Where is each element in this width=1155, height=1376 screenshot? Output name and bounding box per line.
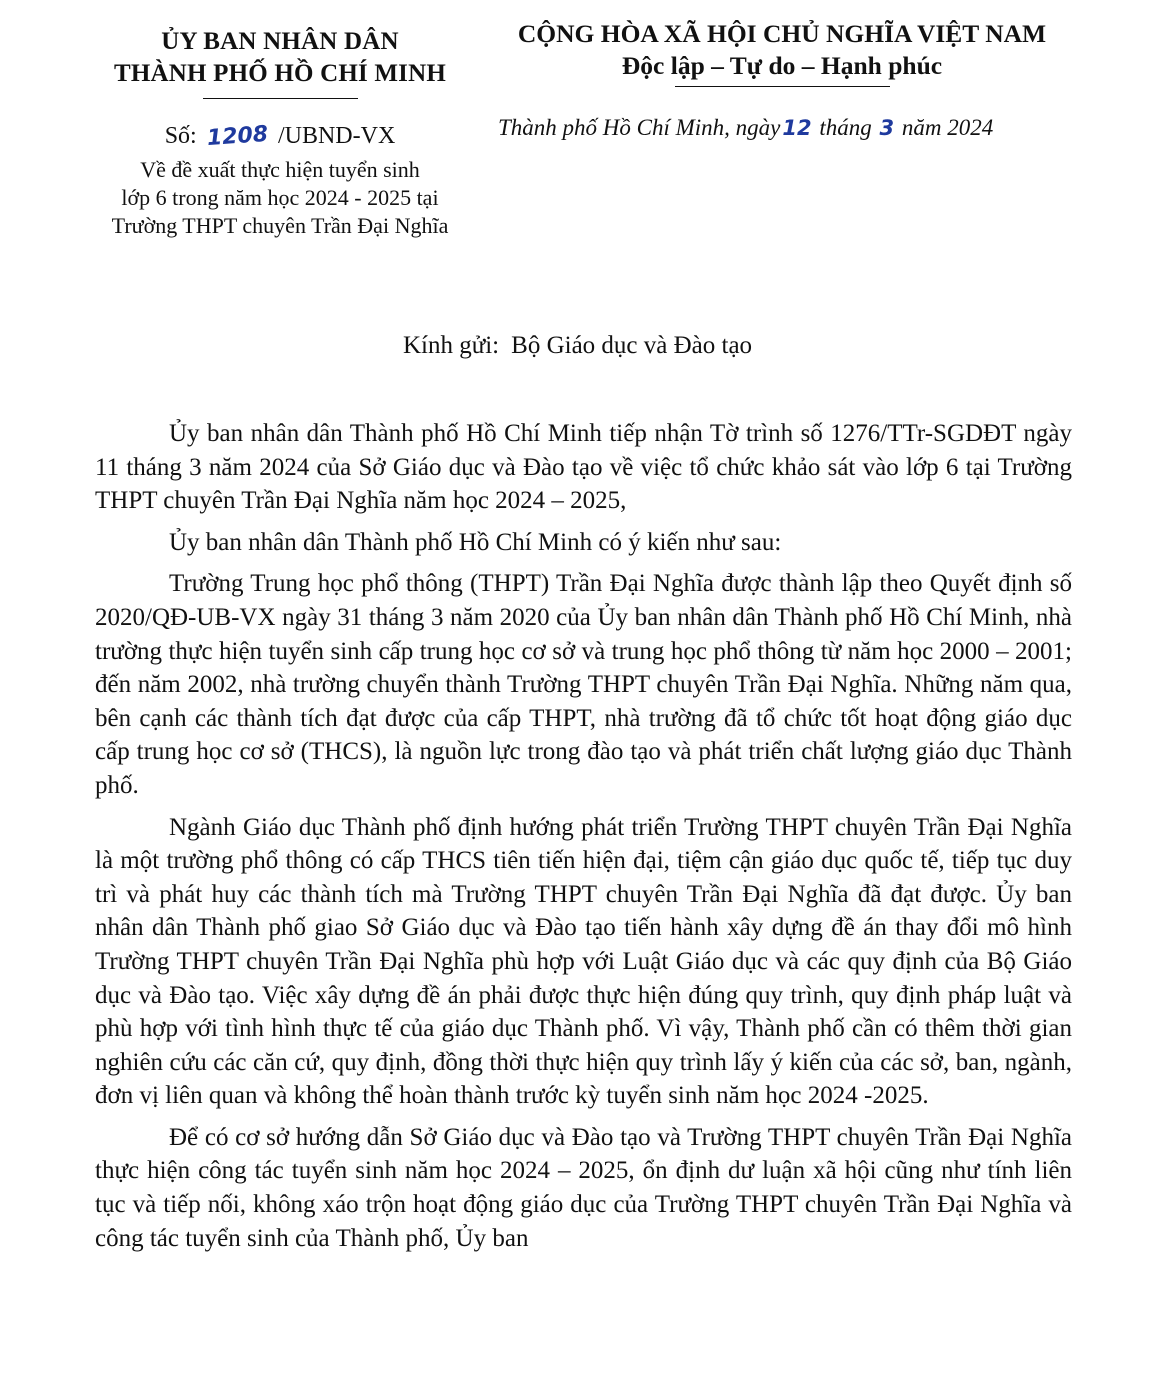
body-paragraph-3: Trường Trung học phổ thông (THPT) Trần Đại Nghĩa được thành lập theo Quyết định số 2020/QĐ-UB-VX ngày 31 tháng 3 năm 2020 của Ủy ban nhân dân Thành phố Hồ Chí Minh, nhà trường thực hiện tuyển sinh cấp trung học cơ sở và trung học phổ thông từ năm học 2000 – 2001; đến năm 2002, nhà trường chuyển thành Trường THPT chuyên Trần Đại Nghĩa. Những năm qua, bên cạnh các thành tích đạt được của cấp THPT, nhà trường đã tổ chức tốt hoạt động giáo dục cấp trung học cơ sở (THCS), là nguồn lực trong đào tạo và phát triển chất lượng giáo dục Thành phố. bbox=[95, 570, 1072, 799]
issuing-agency-block bbox=[80, 26, 480, 240]
national-heading-block bbox=[482, 18, 1082, 87]
letter-body bbox=[95, 417, 1072, 1263]
body-paragraph-4: Ngành Giáo dục Thành phố định hướng phát triển Trường THPT chuyên Trần Đại Nghĩa là một trường phổ thông có cấp THCS tiên tiến hiện đại, tiệm cận giáo dục quốc tế, tiếp tục duy trì và phát huy các thành tích mà Trường THPT chuyên Trần Đại Nghĩa đã đạt được. Ủy ban nhân dân Thành phố giao Sở Giáo dục và Đào tạo tiến hành xây dựng đề án thay đổi mô hình Trường THPT chuyên Trần Đại Nghĩa phù hợp với Luật Giáo dục và các quy định của Bộ Giáo dục và Đào tạo. Việc xây dựng đề án phải được thực hiện đúng quy trình, quy định pháp luật và phù hợp với tình hình thực tế của giáo dục Thành phố. Vì vậy, Thành phố cần có thêm thời gian nghiên cứu các căn cứ, quy định, đồng thời thực hiện quy trình lấy ý kiến của các sở, ban, ngành, đơn vị liên quan và không thể hoàn thành trước kỳ tuyển sinh năm học 2024 -2025. bbox=[95, 813, 1072, 1110]
agency-name-line-2: THÀNH PHỐ HỒ CHÍ MINH bbox=[114, 60, 446, 87]
recipient-line bbox=[0, 330, 1155, 362]
date-prefix: Thành phố Hồ Chí Minh, ngày bbox=[498, 115, 781, 140]
national-title: CỘNG HÒA XÃ HỘI CHỦ NGHĨA VIỆT NAM bbox=[517, 19, 1047, 48]
body-paragraph-1: Ủy ban nhân dân Thành phố Hồ Chí Minh tiếp nhận Tờ trình số 1276/TTr-SGDĐT ngày 11 tháng 3 năm 2024 của Sở Giáo dục và Đào tạo về việc tổ chức khảo sát vào lớp 6 tại Trường THPT chuyên Trần Đại Nghĩa năm học 2024 – 2025, bbox=[95, 420, 1072, 515]
document-number-label: Số: bbox=[164, 123, 197, 149]
recipient-label: Kính gửi: bbox=[402, 332, 500, 359]
month-label: tháng bbox=[819, 115, 872, 140]
agency-underline bbox=[203, 98, 358, 99]
document-number-suffix: /UBND-VX bbox=[277, 123, 396, 149]
body-paragraph-5: Để có cơ sở hướng dẫn Sở Giáo dục và Đào tạo và Trường THPT chuyên Trần Đại Nghĩa thực hiện công tác tuyển sinh năm học 2024 – 2025, ổn định dư luận xã hội cũng như tính liên tục và tiếp nối, không xáo trộn hoạt động giáo dục của Trường THPT chuyên Trần Đại Nghĩa và công tác tuyển sinh của Thành phố, Ủy ban bbox=[95, 1123, 1072, 1252]
issue-date bbox=[498, 113, 993, 143]
agency-name-line-1: ỦY BAN NHÂN DÂN bbox=[161, 28, 399, 55]
recipient-name: Bộ Giáo dục và Đào tạo bbox=[511, 332, 753, 359]
national-motto: Độc lập – Tự do – Hạnh phúc bbox=[621, 51, 943, 80]
motto-underline bbox=[675, 86, 890, 87]
day-handwritten: 12 bbox=[782, 116, 812, 140]
month-handwritten: 3 bbox=[879, 116, 895, 140]
year-label: năm 2024 bbox=[901, 115, 994, 140]
document-subject bbox=[80, 156, 480, 240]
subject-line-1: Về đề xuất thực hiện tuyển sinh bbox=[140, 157, 420, 182]
subject-line-3: Trường THPT chuyên Trần Đại Nghĩa bbox=[111, 213, 449, 238]
document-number bbox=[80, 121, 480, 152]
document-number-handwritten: 1208 bbox=[205, 121, 269, 152]
subject-line-2: lớp 6 trong năm học 2024 - 2025 tại bbox=[121, 185, 439, 210]
body-paragraph-2: Ủy ban nhân dân Thành phố Hồ Chí Minh có ý kiến như sau: bbox=[169, 528, 782, 556]
